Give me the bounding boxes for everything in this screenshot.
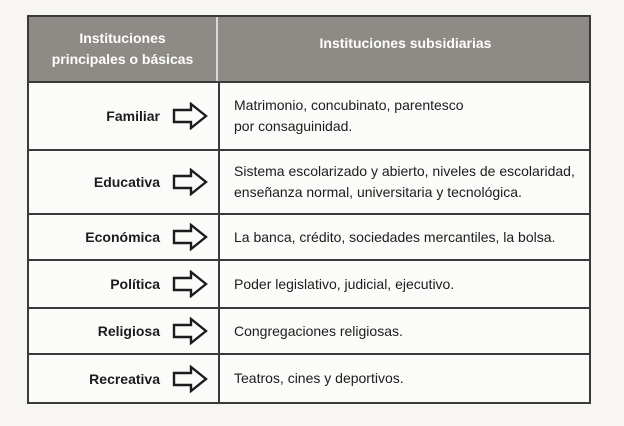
- header-left-line1: Instituciones: [79, 30, 166, 46]
- row-category: Religiosa: [97, 323, 160, 339]
- column-divider: [218, 83, 220, 149]
- table-row: [29, 215, 589, 261]
- row-description-line1: Poder legislativo, judicial, ejecutivo.: [234, 275, 455, 292]
- row-description: [234, 83, 583, 149]
- table-row: [29, 309, 589, 355]
- table-header: [29, 17, 589, 83]
- column-divider: [218, 151, 220, 213]
- row-description-line2: enseñanza normal, universitaria y tecnológica.: [234, 184, 522, 200]
- table-row: [29, 151, 589, 215]
- row-description: [234, 309, 583, 353]
- row-description: [234, 151, 583, 213]
- row-description: [234, 215, 583, 259]
- row-description: [234, 355, 583, 402]
- right-arrow-icon: [172, 223, 208, 251]
- institutions-table: [27, 15, 591, 404]
- row-description-line2: por consaguinidad.: [234, 118, 353, 134]
- right-arrow-icon: [172, 168, 208, 196]
- row-category: Política: [110, 276, 160, 292]
- right-arrow-icon: [172, 365, 208, 393]
- row-category: Familiar: [106, 108, 160, 124]
- right-arrow-icon: [172, 102, 208, 130]
- header-main-institutions: [29, 17, 218, 81]
- row-description-line1: La banca, crédito, sociedades mercantiles, la bolsa.: [234, 228, 556, 245]
- column-divider: [218, 309, 220, 353]
- row-description: [234, 261, 583, 307]
- row-category: Económica: [85, 229, 160, 245]
- table-row: [29, 261, 589, 309]
- column-divider: [218, 215, 220, 259]
- row-description-line1: Teatros, cines y deportivos.: [234, 370, 404, 386]
- right-arrow-icon: [172, 317, 208, 345]
- header-left-line2: principales o básicas: [51, 51, 194, 67]
- row-description-line1: Congregaciones religiosas.: [234, 322, 403, 339]
- header-subsidiary-institutions: Instituciones subsidiarias: [319, 35, 492, 51]
- table-row: [29, 83, 589, 151]
- row-category: Educativa: [93, 174, 160, 190]
- row-description-line1: Matrimonio, concubinato, parentesco: [234, 97, 464, 113]
- right-arrow-icon: [172, 270, 208, 298]
- column-divider: [218, 355, 220, 402]
- column-divider: [218, 261, 220, 307]
- row-category: Recreativa: [89, 370, 160, 387]
- table-row: [29, 355, 589, 402]
- row-description-line1: Sistema escolarizado y abierto, niveles de escolaridad,: [234, 163, 575, 179]
